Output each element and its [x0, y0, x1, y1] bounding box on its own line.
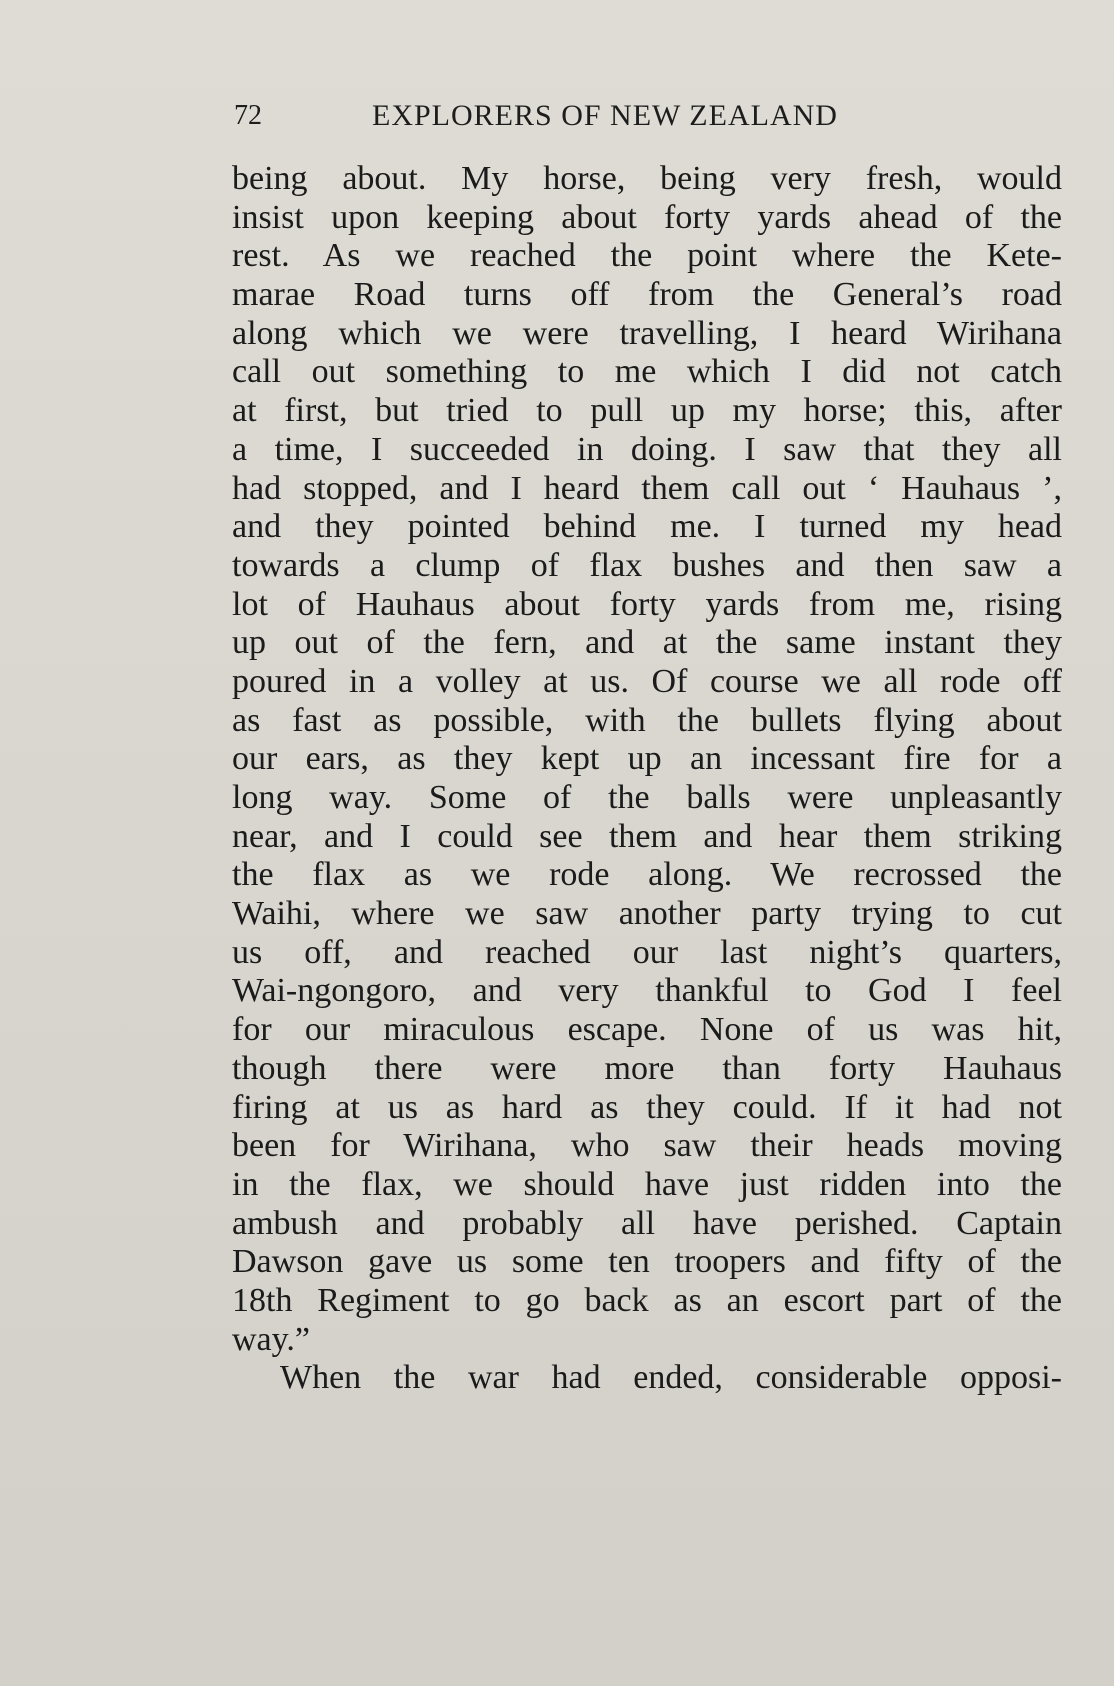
- text-line-28: ambush and probably all have perished. Captain: [232, 1204, 1062, 1242]
- text-line-2: insist upon keeping about forty yards ahead of the: [232, 198, 1062, 236]
- text-line-30: 18th Regiment to go back as an escort part of the: [232, 1281, 1062, 1319]
- text-line-7: at first, but tried to pull up my horse; this, after: [232, 392, 1062, 430]
- text-line-25: firing at us as hard as they could. If it had not: [232, 1088, 1062, 1126]
- text-line-10: and they pointed behind me. I turned my head: [232, 508, 1062, 546]
- text-line-21: us off, and reached our last night’s quarters,: [232, 933, 1062, 971]
- text-line-11: towards a clump of flax bushes and then saw a: [232, 546, 1062, 584]
- text-line-15: as fast as possible, with the bullets flying about: [232, 701, 1062, 739]
- body-text: [232, 160, 1062, 1398]
- page-number: 72: [234, 100, 262, 131]
- text-line-31: way.”: [232, 1320, 311, 1358]
- text-line-9: had stopped, and I heard them call out ‘ Hauhaus ’,: [232, 469, 1062, 507]
- text-line-26: been for Wirihana, who saw their heads moving: [232, 1127, 1062, 1165]
- text-line-22: Wai-ngongoro, and very thankful to God I feel: [232, 972, 1062, 1010]
- text-line-12: lot of Hauhaus about forty yards from me, rising: [232, 585, 1062, 623]
- text-line-32: When the war had ended, considerable opposi-: [280, 1359, 1062, 1397]
- text-line-16: our ears, as they kept up an incessant fire for a: [232, 740, 1062, 778]
- text-line-14: poured in a volley at us. Of course we all rode off: [232, 662, 1062, 700]
- text-line-27: in the flax, we should have just ridden into the: [232, 1165, 1062, 1203]
- text-line-8: a time, I succeeded in doing. I saw that they all: [232, 430, 1062, 468]
- text-line-20: Waihi, where we saw another party trying to cut: [232, 895, 1062, 933]
- text-line-13: up out of the fern, and at the same instant they: [232, 624, 1062, 662]
- text-line-23: for our miraculous escape. None of us was hit,: [232, 1011, 1062, 1049]
- text-line-6: call out something to me which I did not catch: [232, 353, 1062, 391]
- text-line-3: rest. As we reached the point where the Kete-: [232, 237, 1062, 275]
- text-line-1: being about. My horse, being very fresh, would: [232, 160, 1062, 197]
- text-line-24: though there were more than forty Hauhaus: [232, 1049, 1062, 1087]
- text-line-19: the flax as we rode along. We recrossed the: [232, 856, 1062, 894]
- running-title: EXPLORERS OF NEW ZEALAND: [372, 99, 838, 132]
- text-line-18: near, and I could see them and hear them striking: [232, 817, 1062, 855]
- text-line-4: marae Road turns off from the General’s road: [232, 276, 1062, 314]
- page-header: [234, 96, 1060, 140]
- text-line-29: Dawson gave us some ten troopers and fifty of the: [232, 1243, 1062, 1281]
- text-line-5: along which we were travelling, I heard Wirihana: [232, 314, 1062, 352]
- text-line-17: long way. Some of the balls were unpleasantly: [232, 779, 1062, 816]
